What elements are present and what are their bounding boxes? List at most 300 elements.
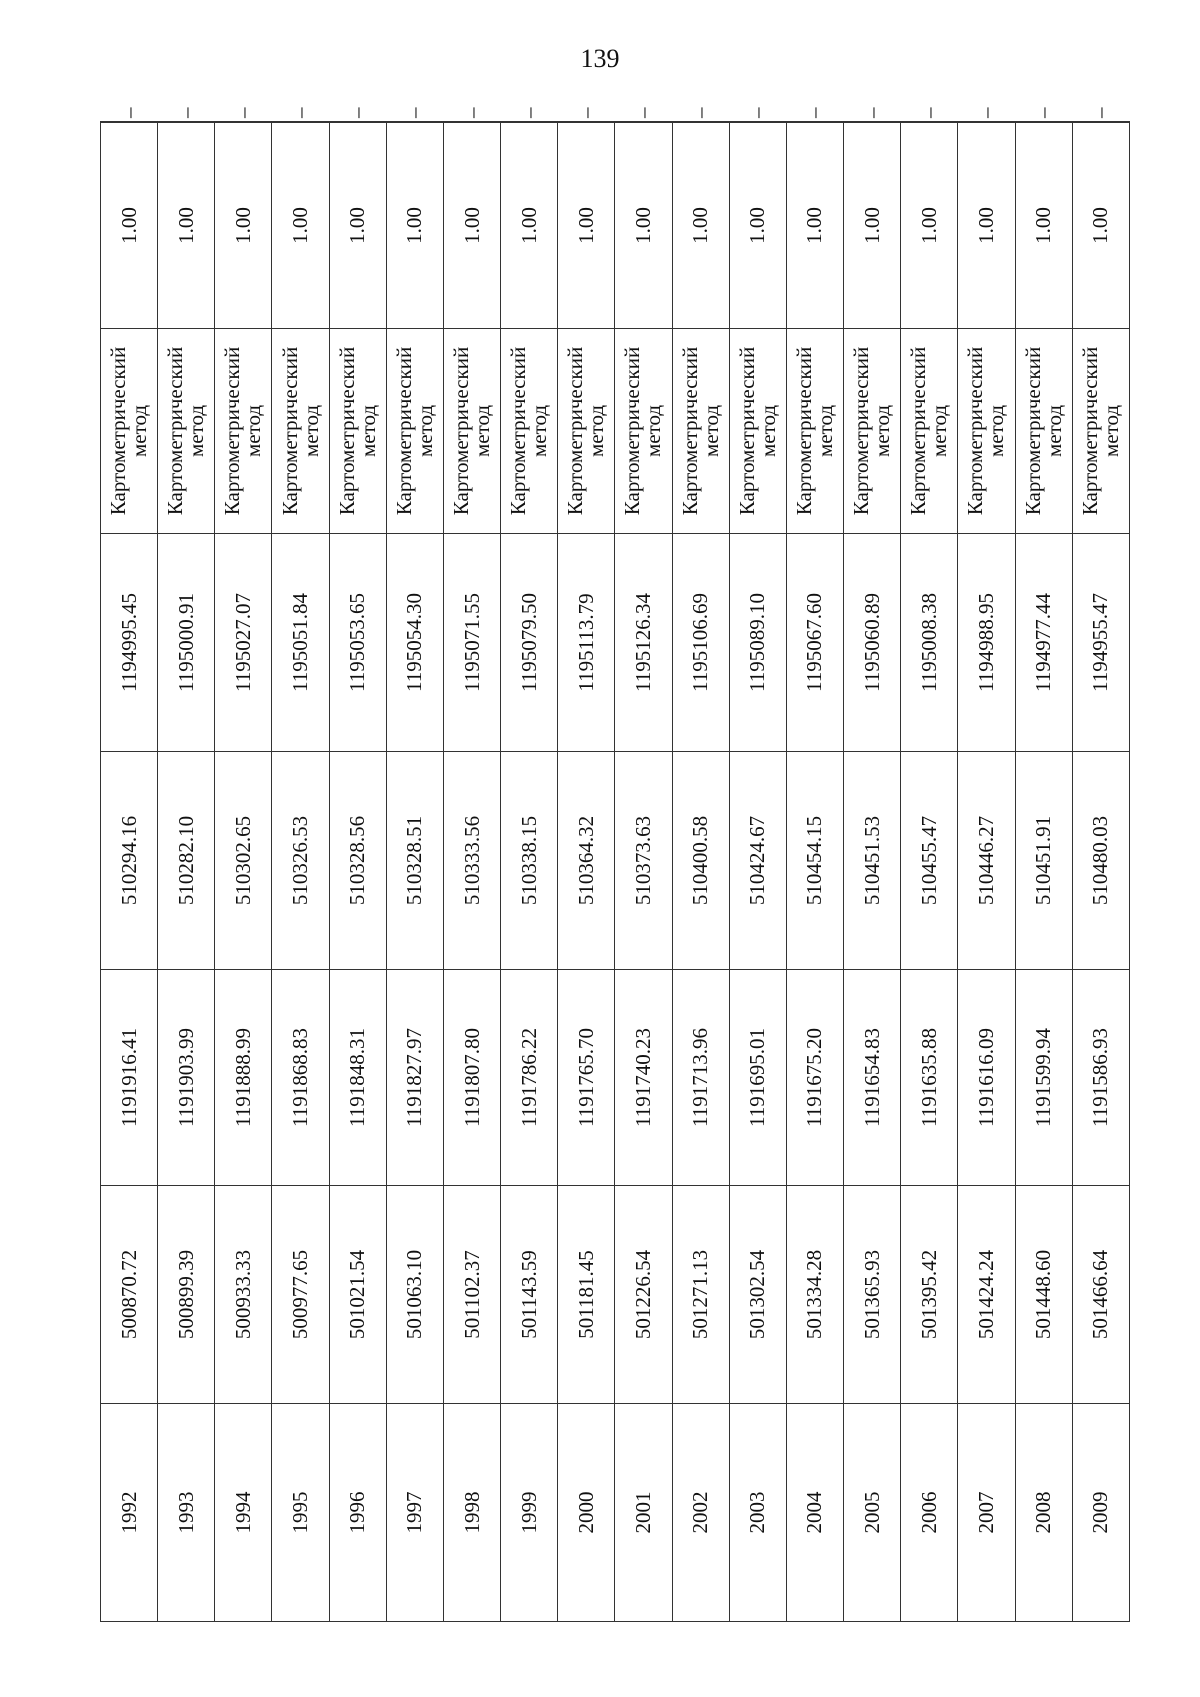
accuracy-value: 1.00 xyxy=(288,207,313,244)
extra-value: – xyxy=(116,107,141,118)
y2-value: 1195113.79 xyxy=(573,593,598,692)
method-line2: метод xyxy=(1041,404,1066,458)
method-cell xyxy=(901,329,958,534)
extra-cell xyxy=(844,107,901,123)
y2-value: 1195106.69 xyxy=(688,593,713,692)
accuracy-cell xyxy=(844,123,901,329)
y1-cell xyxy=(215,970,272,1186)
table-row xyxy=(443,122,500,1622)
y1-cell xyxy=(386,970,443,1186)
y1-cell xyxy=(844,970,901,1186)
x1-value: 500870.72 xyxy=(116,1249,141,1340)
accuracy-cell xyxy=(672,123,729,329)
extra-cell xyxy=(501,107,558,123)
method-line1: Картометрический xyxy=(391,346,416,516)
table-row xyxy=(844,122,901,1622)
point-number: 2005 xyxy=(859,1491,884,1534)
accuracy-cell xyxy=(1015,123,1072,329)
accuracy-value: 1.00 xyxy=(802,207,827,244)
x1-value: 500899.39 xyxy=(173,1249,198,1340)
x2-value: 510328.51 xyxy=(402,815,427,906)
extra-cell xyxy=(558,107,615,123)
point-number-cell xyxy=(672,1404,729,1622)
extra-value: – xyxy=(688,107,713,118)
x2-value: 510446.27 xyxy=(973,815,998,906)
x2-value: 510302.65 xyxy=(230,815,255,906)
y1-value: 1191599.94 xyxy=(1031,1028,1056,1127)
x1-value: 501181.45 xyxy=(573,1250,598,1339)
accuracy-value: 1.00 xyxy=(745,207,770,244)
y1-cell xyxy=(501,970,558,1186)
method-line1: Картометрический xyxy=(106,346,131,516)
point-number: 1994 xyxy=(230,1491,255,1534)
y1-cell xyxy=(329,970,386,1186)
extra-value: – xyxy=(345,107,370,118)
point-number-cell xyxy=(901,1404,958,1622)
table-row xyxy=(615,122,672,1622)
point-number-cell xyxy=(1072,1404,1129,1622)
x2-value: 510373.63 xyxy=(630,815,655,906)
y1-value: 1191916.41 xyxy=(116,1028,141,1127)
extra-value: – xyxy=(859,107,884,118)
y2-value: 1194988.95 xyxy=(973,593,998,692)
point-number-cell xyxy=(329,1404,386,1622)
accuracy-value: 1.00 xyxy=(973,207,998,244)
y2-value: 1195053.65 xyxy=(345,593,370,692)
y2-value: 1195008.38 xyxy=(916,593,941,692)
y2-cell xyxy=(329,534,386,752)
point-number-cell xyxy=(729,1404,786,1622)
x1-cell xyxy=(786,1186,843,1404)
method-line1: Картометрический xyxy=(506,346,531,516)
accuracy-cell xyxy=(729,123,786,329)
method-cell xyxy=(958,329,1015,534)
x2-value: 510451.91 xyxy=(1031,815,1056,906)
y1-value: 1191786.22 xyxy=(516,1028,541,1127)
table-row xyxy=(901,122,958,1622)
point-number-cell xyxy=(272,1404,329,1622)
accuracy-cell xyxy=(329,123,386,329)
method-line2: метод xyxy=(812,404,837,458)
coordinates-table-rotated xyxy=(100,107,1130,1622)
y2-value: 1195051.84 xyxy=(288,593,313,692)
x1-value: 501021.54 xyxy=(345,1249,370,1340)
accuracy-value: 1.00 xyxy=(402,207,427,244)
method-line1: Картометрический xyxy=(677,346,702,516)
method-line1: Картометрический xyxy=(791,346,816,516)
y1-value: 1191807.80 xyxy=(459,1028,484,1127)
method-cell xyxy=(386,329,443,534)
point-number: 2004 xyxy=(802,1491,827,1534)
x2-cell xyxy=(329,752,386,970)
table-row xyxy=(329,122,386,1622)
y1-cell xyxy=(443,970,500,1186)
x1-value: 501102.37 xyxy=(459,1250,484,1339)
x2-value: 510480.03 xyxy=(1088,815,1113,906)
y2-cell xyxy=(558,534,615,752)
x1-cell xyxy=(729,1186,786,1404)
y1-cell xyxy=(615,970,672,1186)
accuracy-cell xyxy=(786,123,843,329)
method-line2: метод xyxy=(355,404,380,458)
x2-cell xyxy=(272,752,329,970)
x1-value: 501143.59 xyxy=(516,1250,541,1339)
y1-value: 1191713.96 xyxy=(688,1028,713,1127)
y2-cell xyxy=(1015,534,1072,752)
y1-value: 1191740.23 xyxy=(630,1028,655,1127)
accuracy-cell xyxy=(1072,123,1129,329)
y2-cell xyxy=(672,534,729,752)
x1-cell xyxy=(558,1186,615,1404)
y1-value: 1191654.83 xyxy=(859,1028,884,1127)
method-cell xyxy=(1072,329,1129,534)
table-row xyxy=(215,122,272,1622)
x2-cell xyxy=(901,752,958,970)
y1-cell xyxy=(1072,970,1129,1186)
method-line2: метод xyxy=(984,404,1009,458)
y2-cell xyxy=(501,534,558,752)
accuracy-value: 1.00 xyxy=(1031,207,1056,244)
y1-value: 1191765.70 xyxy=(573,1028,598,1127)
y1-cell xyxy=(901,970,958,1186)
y2-cell xyxy=(1072,534,1129,752)
y1-value: 1191675.20 xyxy=(802,1028,827,1127)
method-line2: метод xyxy=(584,404,609,458)
x2-value: 510294.16 xyxy=(116,815,141,906)
y1-cell xyxy=(958,970,1015,1186)
x2-cell xyxy=(1072,752,1129,970)
method-cell xyxy=(729,329,786,534)
x1-value: 501448.60 xyxy=(1031,1249,1056,1340)
accuracy-cell xyxy=(386,123,443,329)
y2-cell xyxy=(272,534,329,752)
x2-value: 510455.47 xyxy=(916,815,941,906)
y2-cell xyxy=(615,534,672,752)
accuracy-cell xyxy=(158,123,215,329)
y2-value: 1195060.89 xyxy=(859,593,884,692)
accuracy-cell xyxy=(101,123,158,329)
method-cell xyxy=(329,329,386,534)
point-number: 1993 xyxy=(173,1491,198,1534)
extra-cell xyxy=(158,107,215,123)
method-cell xyxy=(158,329,215,534)
accuracy-cell xyxy=(215,123,272,329)
y1-value: 1191586.93 xyxy=(1088,1028,1113,1127)
table-row xyxy=(501,122,558,1622)
x2-cell xyxy=(729,752,786,970)
point-number-cell xyxy=(215,1404,272,1622)
x1-value: 501466.64 xyxy=(1088,1249,1113,1340)
point-number-cell xyxy=(558,1404,615,1622)
method-line1: Картометрический xyxy=(963,346,988,516)
y1-cell xyxy=(672,970,729,1186)
point-number: 2002 xyxy=(688,1491,713,1534)
method-cell xyxy=(272,329,329,534)
y2-cell xyxy=(844,534,901,752)
method-line2: метод xyxy=(412,404,437,458)
x1-cell xyxy=(386,1186,443,1404)
x2-cell xyxy=(786,752,843,970)
x1-value: 500977.65 xyxy=(288,1249,313,1340)
method-line2: метод xyxy=(927,404,952,458)
extra-value: – xyxy=(230,107,255,118)
table-row xyxy=(786,122,843,1622)
x2-value: 510333.56 xyxy=(459,815,484,906)
method-line2: метод xyxy=(527,404,552,458)
extra-value: – xyxy=(973,107,998,118)
accuracy-value: 1.00 xyxy=(916,207,941,244)
extra-cell xyxy=(272,107,329,123)
x1-value: 501226.54 xyxy=(630,1249,655,1340)
page-number: 139 xyxy=(580,44,620,73)
method-line1: Картометрический xyxy=(563,346,588,516)
point-number: 2006 xyxy=(916,1491,941,1534)
table-body xyxy=(101,107,1130,1622)
x1-cell xyxy=(1072,1186,1129,1404)
accuracy-value: 1.00 xyxy=(1088,207,1113,244)
y2-value: 1194977.44 xyxy=(1031,593,1056,692)
y2-cell xyxy=(443,534,500,752)
method-cell xyxy=(615,329,672,534)
x1-cell xyxy=(501,1186,558,1404)
extra-value: – xyxy=(516,107,541,118)
extra-value: – xyxy=(802,107,827,118)
point-number: 1999 xyxy=(516,1491,541,1534)
y2-value: 1195027.07 xyxy=(230,593,255,692)
point-number: 1998 xyxy=(459,1491,484,1534)
y1-cell xyxy=(786,970,843,1186)
x1-cell xyxy=(101,1186,158,1404)
extra-value: – xyxy=(173,107,198,118)
point-number-cell xyxy=(501,1404,558,1622)
extra-cell xyxy=(215,107,272,123)
y2-value: 1194955.47 xyxy=(1088,593,1113,692)
table-row xyxy=(101,122,158,1622)
method-cell xyxy=(215,329,272,534)
x2-cell xyxy=(615,752,672,970)
y1-value: 1191635.88 xyxy=(916,1028,941,1127)
point-number-cell xyxy=(101,1404,158,1622)
y1-cell xyxy=(729,970,786,1186)
y2-value: 1195000.91 xyxy=(173,593,198,692)
x2-value: 510282.10 xyxy=(173,815,198,906)
accuracy-value: 1.00 xyxy=(859,207,884,244)
method-line2: метод xyxy=(241,404,266,458)
point-number: 1995 xyxy=(288,1491,313,1534)
method-line2: метод xyxy=(298,404,323,458)
y2-value: 1195089.10 xyxy=(745,593,770,692)
method-line2: метод xyxy=(1098,404,1123,458)
extra-cell xyxy=(672,107,729,123)
y2-value: 1194995.45 xyxy=(116,593,141,692)
extra-cell xyxy=(1015,107,1072,123)
x2-cell xyxy=(386,752,443,970)
y2-cell xyxy=(729,534,786,752)
point-number-cell xyxy=(844,1404,901,1622)
extra-cell xyxy=(958,107,1015,123)
y1-cell xyxy=(158,970,215,1186)
y1-value: 1191616.09 xyxy=(973,1028,998,1127)
method-cell xyxy=(558,329,615,534)
y2-cell xyxy=(158,534,215,752)
table-row xyxy=(729,122,786,1622)
y1-value: 1191848.31 xyxy=(345,1028,370,1127)
accuracy-cell xyxy=(272,123,329,329)
x1-value: 501271.13 xyxy=(688,1249,713,1340)
accuracy-value: 1.00 xyxy=(630,207,655,244)
y2-cell xyxy=(101,534,158,752)
extra-cell xyxy=(729,107,786,123)
y2-value: 1195054.30 xyxy=(402,593,427,692)
x2-cell xyxy=(558,752,615,970)
point-number: 1992 xyxy=(116,1491,141,1534)
accuracy-cell xyxy=(501,123,558,329)
accuracy-value: 1.00 xyxy=(573,207,598,244)
accuracy-value: 1.00 xyxy=(173,207,198,244)
accuracy-cell xyxy=(958,123,1015,329)
x2-value: 510424.67 xyxy=(745,815,770,906)
table-row xyxy=(558,122,615,1622)
extra-value: – xyxy=(459,107,484,118)
point-number-cell xyxy=(615,1404,672,1622)
x2-value: 510338.15 xyxy=(516,815,541,906)
method-cell xyxy=(844,329,901,534)
method-line1: Картометрический xyxy=(1020,346,1045,516)
extra-value: – xyxy=(1031,107,1056,118)
method-cell xyxy=(1015,329,1072,534)
method-line2: метод xyxy=(870,404,895,458)
y1-cell xyxy=(1015,970,1072,1186)
x1-cell xyxy=(272,1186,329,1404)
method-line1: Картометрический xyxy=(734,346,759,516)
y2-value: 1195079.50 xyxy=(516,593,541,692)
accuracy-cell xyxy=(558,123,615,329)
x2-value: 510364.32 xyxy=(573,815,598,906)
table-row xyxy=(272,122,329,1622)
table-row xyxy=(958,122,1015,1622)
method-line2: метод xyxy=(755,404,780,458)
method-line1: Картометрический xyxy=(1077,346,1102,516)
extra-value: – xyxy=(573,107,598,118)
method-cell xyxy=(101,329,158,534)
method-cell xyxy=(443,329,500,534)
method-line1: Картометрический xyxy=(449,346,474,516)
method-line1: Картометрический xyxy=(163,346,188,516)
x1-cell xyxy=(215,1186,272,1404)
y1-value: 1191903.99 xyxy=(173,1028,198,1127)
y1-cell xyxy=(101,970,158,1186)
extra-value: – xyxy=(916,107,941,118)
x2-cell xyxy=(158,752,215,970)
accuracy-value: 1.00 xyxy=(230,207,255,244)
table-row xyxy=(672,122,729,1622)
x2-cell xyxy=(958,752,1015,970)
x1-cell xyxy=(615,1186,672,1404)
method-cell xyxy=(501,329,558,534)
x1-value: 501395.42 xyxy=(916,1249,941,1340)
accuracy-value: 1.00 xyxy=(688,207,713,244)
x1-value: 500933.33 xyxy=(230,1249,255,1340)
x2-value: 510328.56 xyxy=(345,815,370,906)
extra-cell xyxy=(101,107,158,123)
method-line1: Картометрический xyxy=(334,346,359,516)
accuracy-cell xyxy=(443,123,500,329)
point-number: 2003 xyxy=(745,1491,770,1534)
accuracy-value: 1.00 xyxy=(116,207,141,244)
x2-value: 510451.53 xyxy=(859,815,884,906)
method-line1: Картометрический xyxy=(906,346,931,516)
point-number: 2009 xyxy=(1088,1491,1113,1534)
extra-value: – xyxy=(402,107,427,118)
x1-cell xyxy=(901,1186,958,1404)
method-line2: метод xyxy=(698,404,723,458)
x1-value: 501365.93 xyxy=(859,1249,884,1340)
method-line2: метод xyxy=(127,404,152,458)
point-number: 2008 xyxy=(1031,1491,1056,1534)
accuracy-value: 1.00 xyxy=(345,207,370,244)
y2-cell xyxy=(386,534,443,752)
accuracy-cell xyxy=(901,123,958,329)
x2-cell xyxy=(1015,752,1072,970)
x1-cell xyxy=(672,1186,729,1404)
y1-value: 1191695.01 xyxy=(745,1028,770,1127)
x1-value: 501424.24 xyxy=(973,1249,998,1340)
x2-cell xyxy=(101,752,158,970)
point-number: 2007 xyxy=(973,1491,998,1534)
y1-value: 1191827.97 xyxy=(402,1028,427,1127)
method-line1: Картометрический xyxy=(220,346,245,516)
x1-cell xyxy=(844,1186,901,1404)
method-line1: Картометрический xyxy=(620,346,645,516)
point-number-cell xyxy=(786,1404,843,1622)
point-number: 1997 xyxy=(402,1491,427,1534)
coordinates-table xyxy=(100,107,1130,1622)
method-line1: Картометрический xyxy=(849,346,874,516)
point-number-cell xyxy=(386,1404,443,1622)
x1-cell xyxy=(329,1186,386,1404)
y2-value: 1195071.55 xyxy=(459,593,484,692)
y2-cell xyxy=(215,534,272,752)
x1-cell xyxy=(158,1186,215,1404)
extra-value: – xyxy=(1088,107,1113,118)
method-line1: Картометрический xyxy=(277,346,302,516)
x1-value: 501302.54 xyxy=(745,1249,770,1340)
accuracy-value: 1.00 xyxy=(516,207,541,244)
x2-cell xyxy=(443,752,500,970)
x2-value: 510326.53 xyxy=(288,815,313,906)
x2-value: 510454.15 xyxy=(802,815,827,906)
extra-value: – xyxy=(288,107,313,118)
extra-cell xyxy=(615,107,672,123)
point-number-cell xyxy=(1015,1404,1072,1622)
y2-cell xyxy=(958,534,1015,752)
x1-value: 501334.28 xyxy=(802,1249,827,1340)
point-number-cell xyxy=(443,1404,500,1622)
point-number-cell xyxy=(958,1404,1015,1622)
accuracy-value: 1.00 xyxy=(459,207,484,244)
y2-value: 1195126.34 xyxy=(630,593,655,692)
table-row xyxy=(386,122,443,1622)
extra-cell xyxy=(786,107,843,123)
y1-value: 1191888.99 xyxy=(230,1028,255,1127)
extra-cell xyxy=(443,107,500,123)
x2-value: 510400.58 xyxy=(688,815,713,906)
x2-cell xyxy=(215,752,272,970)
table-row xyxy=(158,122,215,1622)
accuracy-cell xyxy=(615,123,672,329)
x1-cell xyxy=(443,1186,500,1404)
x2-cell xyxy=(672,752,729,970)
